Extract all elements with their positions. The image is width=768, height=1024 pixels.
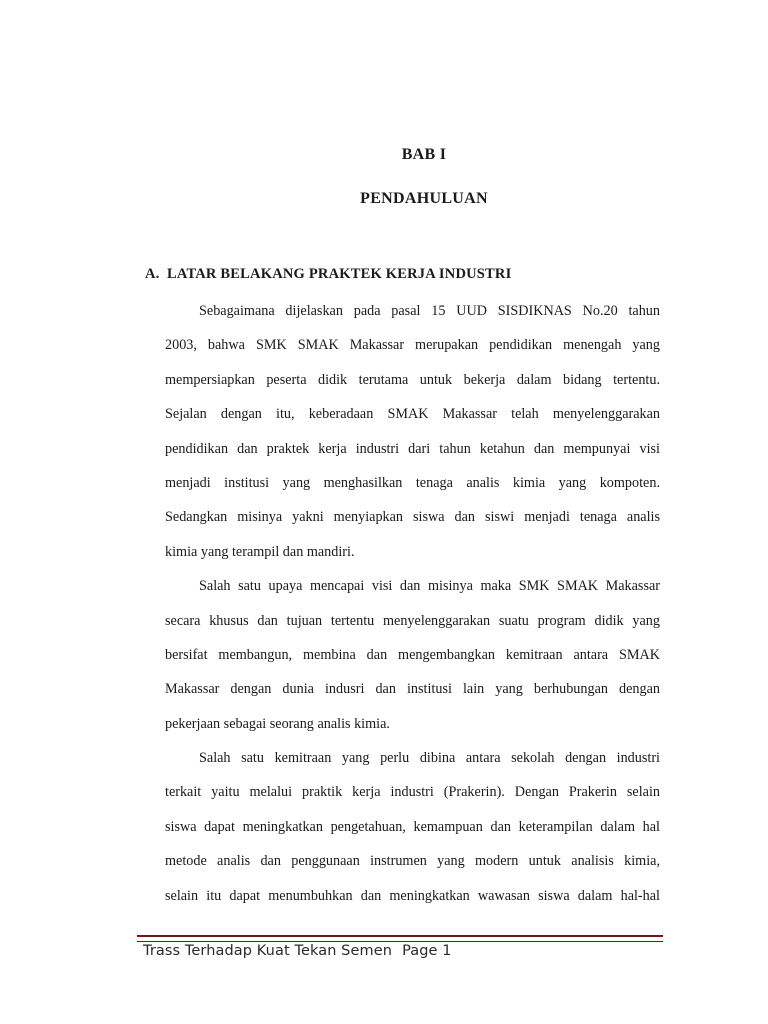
- text-line: Sejalan dengan itu, keberadaan SMAK Makassar telah menyelenggarakan: [165, 406, 660, 423]
- text-line: Salah satu kemitraan yang perlu dibina antara sekolah dengan industri: [199, 750, 660, 767]
- text-line: kimia yang terampil dan mandiri.: [165, 543, 355, 560]
- footer-divider: [137, 935, 663, 942]
- page-footer: [143, 943, 452, 959]
- text-line: bersifat membangun, membina dan mengembangkan kemitraan antara SMAK: [165, 646, 660, 663]
- text-line: Sedangkan misinya yakni menyiapkan siswa dan siswi menjadi tenaga analis: [165, 509, 660, 526]
- chapter-title: PENDAHULUAN: [360, 190, 488, 207]
- body-text: [165, 298, 660, 917]
- text-line: selain itu dapat menumbuhkan dan meningkatkan wawasan siswa dalam hal-hal: [165, 887, 660, 904]
- text-line: 2003, bahwa SMK SMAK Makassar merupakan pendidikan menengah yang: [165, 337, 660, 354]
- section-title: LATAR BELAKANG PRAKTEK KERJA INDUSTRI: [167, 266, 512, 282]
- paragraph: [165, 573, 660, 745]
- section-heading: [145, 266, 511, 283]
- text-line: mempersiapkan peserta didik terutama untuk bekerja dalam bidang tertentu.: [165, 371, 660, 388]
- text-line: secara khusus dan tujuan tertentu menyelenggarakan suatu program didik yang: [165, 612, 660, 629]
- section-label: A.: [145, 266, 160, 282]
- chapter-number: BAB I: [401, 146, 447, 163]
- footer-title: Trass Terhadap Kuat Tekan Semen: [143, 943, 393, 959]
- text-line: metode analis dan penggunaan instrumen yang modern untuk analisis kimia,: [165, 853, 660, 870]
- paragraph: [165, 298, 660, 573]
- text-line: menjadi institusi yang menghasilkan tenaga analis kimia yang kompoten.: [165, 474, 660, 491]
- text-line: terkait yaitu melalui praktik kerja industri (Prakerin). Dengan Prakerin selain: [165, 784, 660, 801]
- text-line: siswa dapat meningkatkan pengetahuan, kemampuan dan keterampilan dalam hal: [165, 818, 660, 835]
- text-line: pendidikan dan praktek kerja industri dari tahun ketahun dan mempunyai visi: [165, 440, 660, 457]
- text-line: Makassar dengan dunia indusri dan institusi lain yang berhubungan dengan: [165, 681, 660, 698]
- text-line: pekerjaan sebagai seorang analis kimia.: [165, 715, 390, 732]
- page-number: Page 1: [402, 943, 452, 959]
- paragraph: [165, 745, 660, 917]
- text-line: Sebagaimana dijelaskan pada pasal 15 UUD SISDIKNAS No.20 tahun: [199, 303, 660, 319]
- text-line: Salah satu upaya mencapai visi dan misinya maka SMK SMAK Makassar: [199, 578, 660, 595]
